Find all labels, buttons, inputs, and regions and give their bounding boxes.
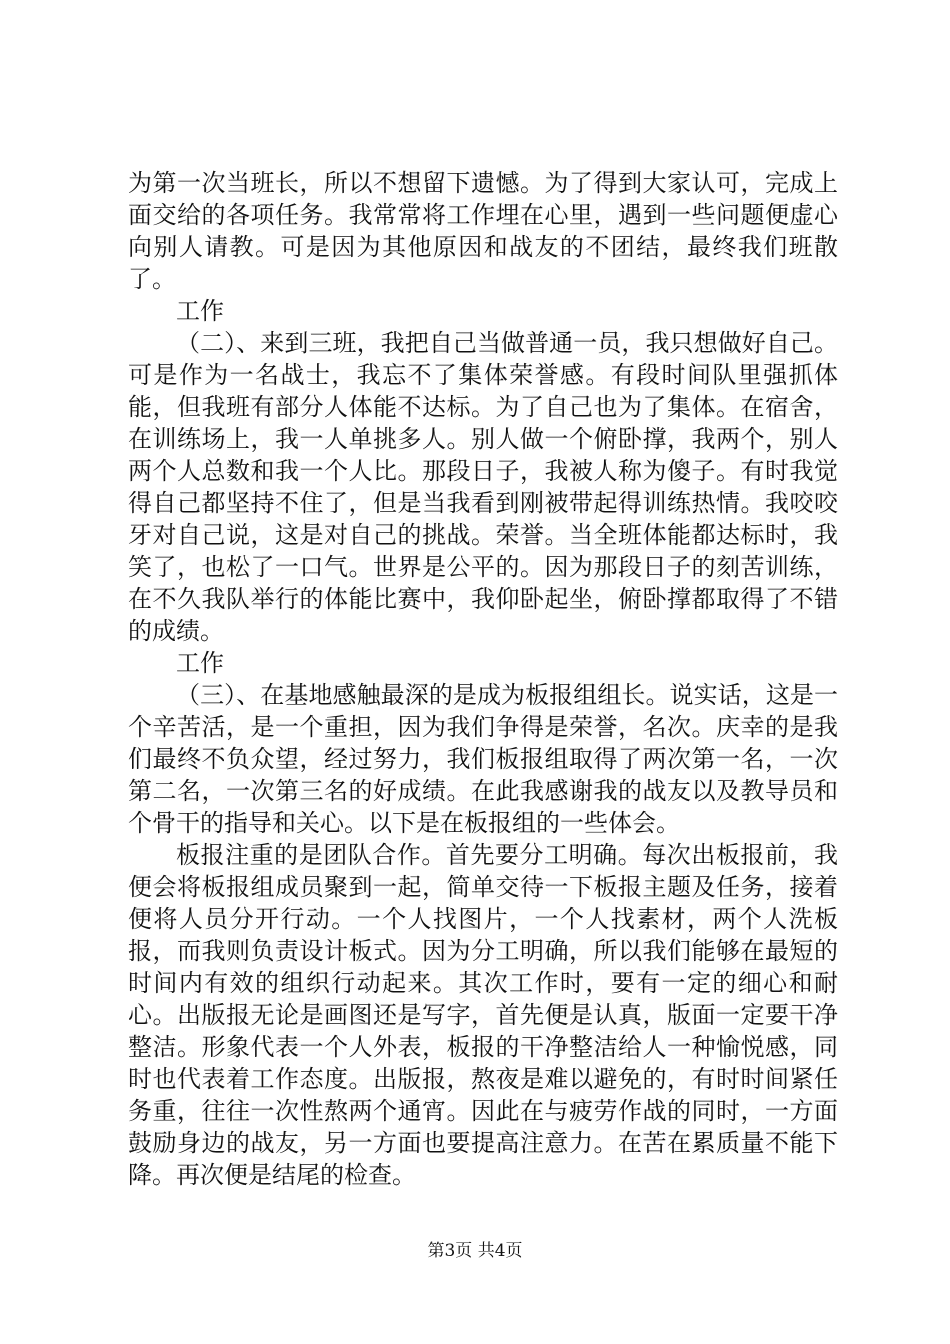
paragraph-1: 为第一次当班长，所以不想留下遗憾。为了得到大家认可，完成上面交给的各项任务。我常常将工作埋在心里，遇到一些问题便虚心向别人请教。可是因为其他原因和战友的不团结，最终我们班散了。 (128, 169, 838, 293)
paragraph-4-heading: 工作 (176, 649, 224, 677)
paragraph-3: （二）、来到三班，我把自己当做普通一员，我只想做好自己。可是作为一名战士，我忘不了集体荣誉感。有段时间队里强抓体能，但我班有部分人体能不达标。为了自己也为了集体。在宿舍，在训练场上，我一人单挑多人。别人做一个俯卧撑，我两个，别人两个人总数和我一个人比。那段日子，我被人称为傻子。有时我觉得自己都坚持不住了，但是当我看到刚被带起得训练热情。我咬咬牙对自己说，这是对自己的挑战。荣誉。当全班体能都达标时，我笑了，也松了一口气。世界是公平的。因为那段日子的刻苦训练，在不久我队举行的体能比赛中，我仰卧起坐，俯卧撑都取得了不错的成绩。 (128, 329, 838, 645)
paragraph-5: （三）、在基地感触最深的是成为板报组组长。说实话，这是一个辛苦活，是一个重担，因为我们争得是荣誉，名次。庆幸的是我们最终不负众望，经过努力，我们板报组取得了两次第一名，一次第二名，一次第三名的好成绩。在此我感谢我的战友以及教导员和个骨干的指导和关心。以下是在板报组的一些体会。 (128, 681, 838, 837)
document-body (128, 167, 838, 1191)
paragraph-6: 板报注重的是团队合作。首先要分工明确。每次出板报前，我便会将板报组成员聚到一起，简单交待一下板报主题及任务，接着便将人员分开行动。一个人找图片，一个人找素材，两个人洗板报，而我则负责设计板式。因为分工明确，所以我们能够在最短的时间内有效的组织行动起来。其次工作时，要有一定的细心和耐心。出版报无论是画图还是写字，首先便是认真，版面一定要干净整洁。形象代表一个人外表，板报的干净整洁给人一种愉悦感，同时也代表着工作态度。出版报，熬夜是难以避免的，有时时间紧任务重，往往一次性熬两个通宵。因此在与疲劳作战的同时，一方面鼓励身边的战友，另一方面也要提高注意力。在苦在累质量不能下降。再次便是结尾的检查。 (128, 841, 838, 1189)
page-number-footer: 第3页 共4页 (427, 1241, 523, 1261)
paragraph-2-heading: 工作 (176, 297, 224, 325)
